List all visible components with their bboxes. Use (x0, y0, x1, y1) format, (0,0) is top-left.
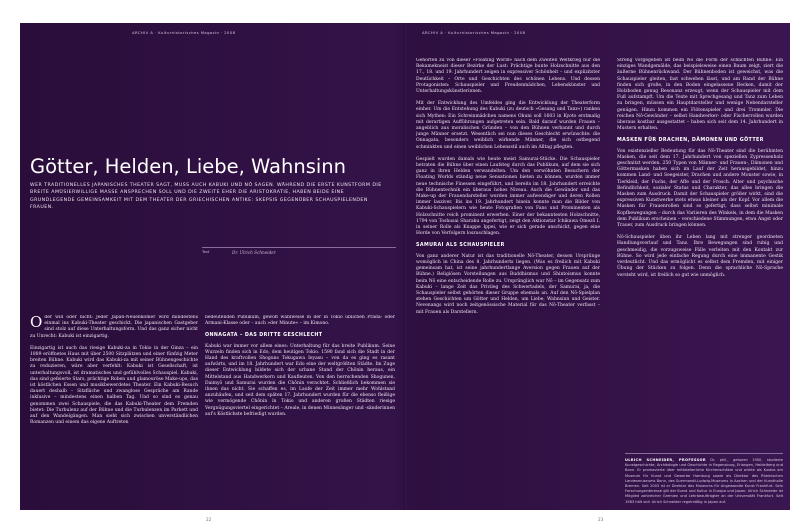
paragraph: Kabuki war immer vor allem eines: Unterhaltung für das breite Publikum. Seine Wurzeln finden sich in Edo, dem heutigen Tokio. 1590 fand sich die Stadt in der Hand des kraftvollen Shoguns Tokugawa Ieyasu – von da es ging es rasant aufwärts, und im 18. Jahrhundert war Edo eine der weltgrößten Städte. Im Zuge dieser Entwicklung bildete sich der urbane Stand der Chōnin heraus, ein Mittelstand aus Handwerkern und Kaufleuten. Von den herrschenden Shogunen, Daimyō und Samurai wurden die Chōnin verachtet. Schließlich bekommen sie ihnen das nicht. Sie schaffen es, im Laufe der Zeit immer mehr Wohlstand anzuhäufen, und seit dem späten 17. Jahrhundert wurden für die ebenso fleißige wie vermögende Chōnin in Tokio und anderen großen Städten riesige Vergnügungsviertel eingerichtet – Areale, in denen Minnesänger und -sänderinnen auf's Köstlichste befriedigt wurden. (205, 343, 395, 417)
byline-author: Dr. Ulrich Schneider (232, 250, 276, 255)
column-4 (617, 58, 783, 446)
bio-text: Dr. phil., geboren 1950, studierte Kunstgeschichte, Archäologie und Geschichte in Regensburg, Erlangen, Heidelberg und Bonn. Er promovierte über mittelalterliche Kirchenschätze und wirkte als Kustos am Museum für Kunst und Gewerbe Hamburg sowie als Direktor des Rheinischen Landesmuseums Bonn, des Suermondt-Ludwig-Museums in Aachen und der Kunsthalle Bremen. Seit 2003 ist er Direktor des Museums für Angewandte Kunst Frankfurt. Sein Forschungsinteresse gilt der Kunst und Kultur in Europa und Japan; Ulrich Schneider ist Mitglied zahlreicher Gremien und Lehrbeauftragter an der Universität Frankfurt. Seit 1983 hält sich Ulrich Schneider regelmäßig in Japan auf. (625, 458, 783, 504)
bio-name: ULRICH SCHNEIDER, PROFESSOR (625, 458, 706, 462)
paragraph: Gespielt wurden damals wie heute meist Samurai-Stücke. Die Schauspieler betraten die Bühne über einen Laufsteg durch das Publikum, auf dem sie sich ganz in ihren Helden verwandelten. Um den verwöhnten Besuchern der Floating Worlds ständig neue Sensationen bieten zu können, wurden immer neue technische Finessen eingeführt, und bereits im 18. Jahrhundert erreichte die Bühnentechnik ein überaus hohes Niveau. Auch die Gewänder und das Make-up der Frauendarsteller wurden immer aufwendiger und deren Rollen immer lasziver. Bis ins 19. Jahrhundert hinein konnte man die Bilder von Kabuki-Schauspielern wie heute Fotografien von Fans und Prominenten als Holzschnitte reich prominent erwerben. Einer der bekanntesten Holzschnitte, 1794 von Toshusai Sharaku angefertigt, zeigt den Aktionstar Ichikawa Omezō I. in seiner Rolle als Knappe Ippei, wie er sich gerade anschickt, gegen eine Horde von Verfolgern loszuschlagen. (416, 156, 600, 237)
paragraph: Mit der Entwicklung des Umfeldes ging die Entwicklung der Theaterform einher. Um die Entstehung des Kabuki (zu deutsch »Gesang und Tanz«) ranken sich Mythen: Ein Schreinmädchen namens Okuni soll 1603 in Kyoto erstmalig mit derartigen Aufführungen aufgetreten sein. Bald darauf wurden Frauen – angeblich aus moralischen Gründen – von den Bühnen verbannt und durch junge Männer ersetzt. Wesentlich sei nun dieses Geschlecht erwünschte: die Onnagata, besonders weiblich wirkende Männer, die sich ostbegend schminkten und einen weiblichen Lebensstil auch im Alltag pflegten. (416, 101, 600, 150)
paragraph: Streng vorgegeben ist beim Nō die Form der schlichten Bühne: Ein einziges Wandgemälde, das beispielsweise einen Baum zeigt, ziert die äußerne Bühnenrückwand. Der Bühnenboden ist geweichst, was die Schauspieler gleiten, fast schweben lässt, und am Rand der Bühne finden sich große, in den Boden eingelassene Becken, damit der Holzboden genug Resonanz erzeugt, wenn der Schauspieler mit dem Fuß aufstampft. Um die Texte mit Sprechgesang und Tanz zum Leben zu bringen, müssen ein Hauptdarsteller und wenige Nebendarsteller genügen. Hinzu kommen ein Flötenspieler und drei Trommler. Die reichen Nō-Gewänder – selbst Handwerker- oder Fischerrollen wurden überaus kostbar ausgestattet – haben sich seit dem 14. Jahrhundert in Mustern erhalten. (617, 58, 783, 132)
paragraph: Gehörten zu von dieser »Floating World« nach dem Zweiten Weltkrieg nur die Rekamekneist dieser Bezirke der Lust: Prächtige bunte Holzschnitte aus den 17., 18. und 19. Jahrhundert zeigen in expressiver Schönheit – und explizitster Deutlichkeit – Orte und Geschichten des schönen Lebens. Und dessen Protagonisten: Schauspieler und Freudenmädchen, Lebenskünster und Unterhaltungskünstlerinnen. (416, 58, 600, 95)
subheading: MASKEN FÜR DRACHEN, DÄMONEN UND GÖTTER (617, 138, 764, 144)
column-3 (416, 58, 600, 500)
byline (202, 247, 396, 257)
paragraph: Einzigartig ist auch das riesige Kabuki-za in Tokio in der Ginza – ein 1889 eröffnetes Haus mit über 2500 Sitzplätzen und einer fünfzig Meter breiten Bühne. Kabuki wird das Kabuki-za mit seiner Bühnengeschichte zu reduzieren, wäre aber verfehlt: Kabuki ist Gesellschaft, ist unterhaltungsvoll, ist dramatisches und gefühlvolles Schauspiel. Kabuki, das sind gefeierte Stars, prächtige Roben und glamouröse Make-ups, das ist köstlichen Essen und musikbewerdetes Theater. Ein Kabuki-Besuch dauert deshalb – Sitzfläche und zwanglose Gespräche am Rande inklusive – mindestens einen halben Tag. Und so sind es genau genommen zwei Schauspiele, die das Kabuki-Theater dem Fremden bietet: Die Turbulenz auf der Bühne und die Turbulenzen im Parkett und auf den Wandelgängen. Man sieht sich zwischen unverständlichen Romanzen und einem das eigene Auftreten (30, 345, 198, 426)
subheading: SAMURAI ALS SCHAUSPIELER (416, 243, 505, 249)
running-head-left: ARCHIV A · Kulturhistorisches Magazin · 2008 (132, 30, 236, 35)
page-gutter (404, 23, 406, 510)
paragraph: Nō-Schauspieler üben ihr Leben lang mit strenger geordneten Handlungsverlauf und Tanz. Ihre Bewegungen sind ruhig und geschmeidig, die vorzugsweise Fälle verleiten mit den Kontakt zur Bühne. So wird jede einfache Regung durch eine immanente Gestik verdeutlicht. Und das ermöglicht es selbst dem Fremden, mit einiger Übung der Stücken zu folgen. Denn die sprachliche Nō-Sprache versteht wird, ist freilich so gut wie unmöglich. (617, 235, 783, 278)
column-2 (205, 315, 395, 500)
article-title: Götter, Helden, Liebe, Wahnsinn (30, 155, 346, 178)
paragraph (30, 315, 198, 340)
article-lede: WER TRADITIONELLES JAPANISCHES THEATER SAGT, MUSS AUCH KABUKI UND NŌ SAGEN. WÄHREND DIE ERSTE KUNSTFORM DIE BREITE AMÜSIERWILLIGE MASSE ANSPRECHEN SOLL UND DIE ZWEITE EHER DIE ARISTOKRATIE, HABEN BEIDE EINE GRUNDLEGENDE GEMEINSAMKEIT MIT DEM THEATER DER GRIECHISCHEN ANTIKE: SKEPSIS GEGENÜBER SCHAUSPIELENDEN FRAUEN. (30, 183, 382, 211)
drop-cap: O (30, 315, 43, 331)
paragraph: bedeutenden Publikum, gewolt wahlweise in der in Tokio üblichen Prada- oder Armani-Klasse oder – auch »der Minute« – im Kimono. (205, 315, 395, 327)
column-1 (30, 315, 198, 500)
magazine-spread (20, 23, 790, 522)
folio-right: 23 (598, 517, 604, 522)
folio-left: 22 (206, 517, 212, 522)
paragraph: Von ganz anderer Natur ist das traditionelle Nō-Theater, dessen Ursprünge womöglich in China des 8. Jahrhunderts liegen. (Was es freilich mit Kabuki gemeinsam hat, ist seine jahrhundertlange Aversion gegen Frauen auf der Bühne.) Religiösen Vorstellungen aus Buddhismus und Shintoismus konnte beim Nō eine entscheidende Rolle zu. Ursprünglich war Nō – im Gegensatz zum Kabuki – lange Zeit das Privileg des Schwertadels, der Samurai, ja, die Schauspieler selbst gehörten dieser Gruppe ehemals an. Auf den Nō-Spielplan stehen Geschichten um Götter und Helden, um Liebe, Wahnsinn und Geister. Nevenangs wird noch zeitgenössische Material für das Nō-Theater verfasst – mit Frauen als Darstellern. (416, 253, 600, 315)
running-head-right: ARCHIV A · Kulturhistorisches Magazin · 2008 (422, 30, 526, 35)
paragraph-text: der will oder nicht: Jeder Japan-Neuenkomer wird mindestens einmal ins Kabuki-Theater geschickt. Die japanischen Gastgeber sind stolz auf diese Unterhaltungsform. Und das ganz sicher nicht zu Unrecht: Kabuki ist einzigartig. (30, 315, 198, 339)
paragraph: Von existenzieller Bedeutung für das Nō-Theater sind die berühmten Masken, die seit dem 17. Jahrhundert von speziellen Zypressenholz geschnitzt werden. 250 Typen von Männer- und Frauen-, Dämonen und Göttermasken haben sich im Lauf der Zeit herausgebildet, hinzu kommen Land- und Seegeister, Drachen und andere Monster sowie, in Tierkleid, der Fuchs, der Affe und der Frosch. Alter und psychische Befindlichkeit, sozialer Status und Charakter, das alles bringen die Masken zum Ausdruck. Damit der Schauspieler größer wirkt, sind die expressiven Kunstwerke stets etwas kleiner als der Kopf. Vor allem die Masken für Frauenrollen sind so gefertigt, dass selbst minimale Kopfbewegungen – durch das Variieren des Winkels, in dem die Masken dem Publikum erscheinen – verschiedene Stimmungen, etwa Angst oder Trauer, zum Ausdruck bringen können. (617, 148, 783, 229)
author-bio (625, 453, 783, 505)
byline-label: Text (202, 250, 210, 254)
subheading: ONNAGATA – DAS DRITTE GESCHLECHT (205, 333, 323, 339)
